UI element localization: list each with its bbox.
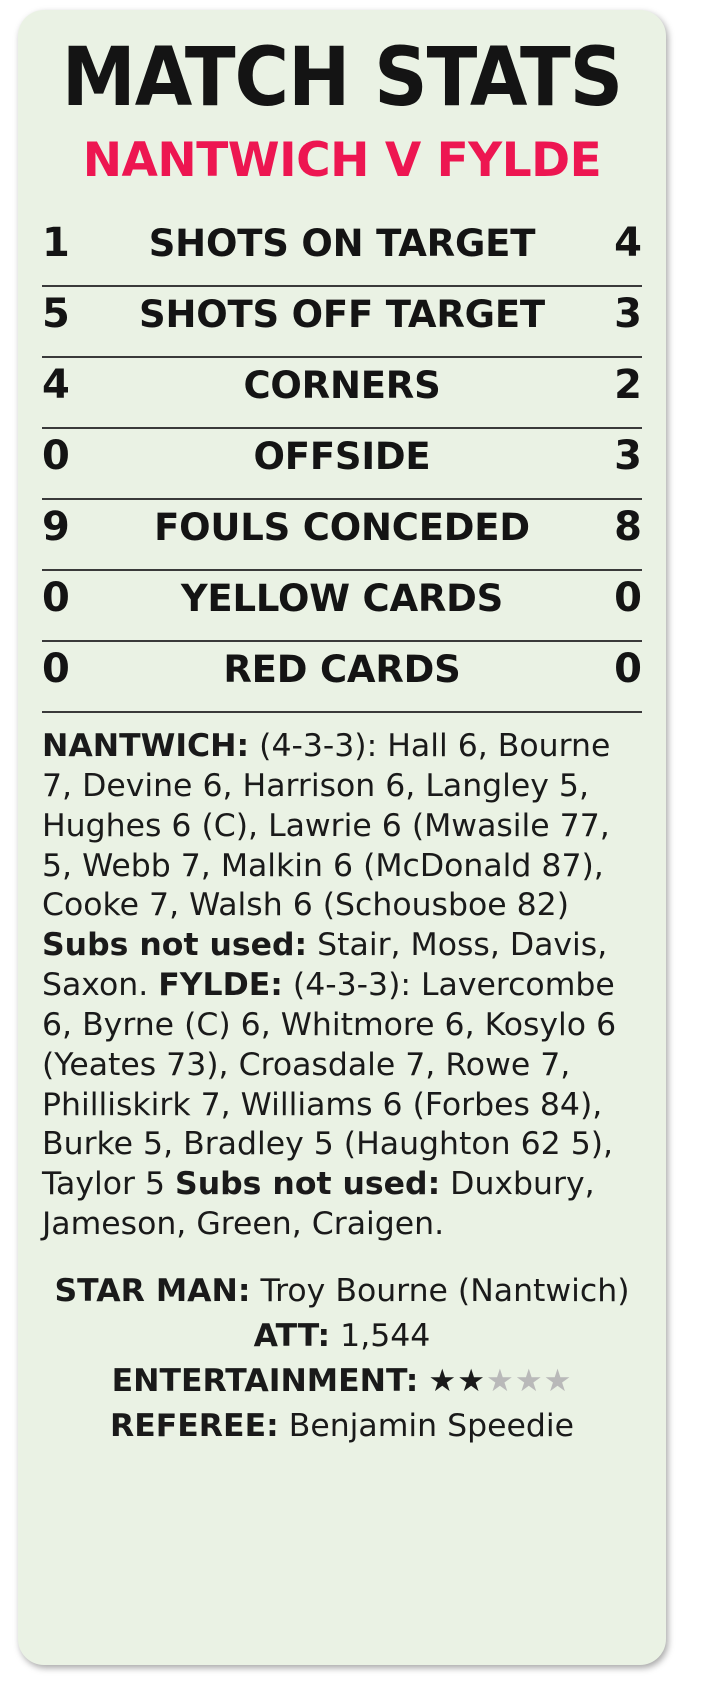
away-value: 2 — [614, 362, 642, 408]
table-row — [42, 642, 642, 713]
star-man-value: Troy Bourne (Nantwich) — [260, 1272, 630, 1309]
away-value: 4 — [614, 220, 642, 266]
entertainment-line — [42, 1361, 642, 1402]
star-man-line — [42, 1271, 642, 1312]
star-icon: ★ — [514, 1362, 544, 1399]
entertainment-label: ENTERTAINMENT: — [111, 1362, 419, 1399]
away-value: 3 — [614, 433, 642, 479]
page-title: MATCH STATS — [61, 31, 623, 125]
stat-label: YELLOW CARDS — [180, 577, 504, 620]
table-row — [42, 500, 642, 571]
home-value: 5 — [42, 291, 70, 337]
away-team-label: FYLDE: — [158, 967, 283, 1004]
lineups-paragraph — [42, 727, 642, 1245]
match-subtitle: NANTWICH V FYLDE — [82, 133, 602, 188]
away-value: 8 — [614, 504, 642, 550]
referee-label: REFEREE: — [109, 1407, 279, 1444]
stat-label: SHOTS OFF TARGET — [139, 293, 545, 336]
away-lineup-text: (4-3-3): Lavercombe 6, Byrne (C) 6, Whitmore 6, Kosylo 6 (Yeates 73), Croasdale 7, Rowe 7, Philliskirk 7, Williams 6 (Forbes 84), Burke 5, Bradley 5 (Haughton 62 5), Taylor 5 — [42, 967, 617, 1203]
home-subs-label: Subs not used: — [42, 927, 308, 964]
table-row — [42, 429, 642, 500]
star-man-label: STAR MAN: — [54, 1272, 251, 1309]
star-icon: ★ — [428, 1362, 458, 1399]
home-lineup-text: (4-3-3): Hall 6, Bourne 7, Devine 6, Harrison 6, Langley 5, Hughes 6 (C), Lawrie 6 (Mwasile 77, 5, Webb 7, Malkin 6 (McDonald 87), Cooke 7, Walsh 6 (Schousboe 82) — [42, 728, 611, 924]
home-value: 0 — [42, 575, 70, 621]
attendance-value: 1,544 — [340, 1317, 431, 1354]
table-row — [42, 287, 642, 358]
home-value: 4 — [42, 362, 70, 408]
referee-value: Benjamin Speedie — [288, 1407, 575, 1444]
away-value: 0 — [614, 646, 642, 692]
stats-table — [42, 216, 642, 713]
table-row — [42, 216, 642, 287]
table-row — [42, 571, 642, 642]
attendance-line — [42, 1316, 642, 1357]
star-icon: ★ — [543, 1362, 573, 1399]
home-value: 9 — [42, 504, 70, 550]
stat-label: FOULS CONCEDED — [154, 506, 530, 549]
away-subs-text: Duxbury, Jameson, Green, Craigen. — [42, 1166, 595, 1243]
stat-label: SHOTS ON TARGET — [148, 222, 536, 265]
home-value: 0 — [42, 433, 70, 479]
away-value: 3 — [614, 291, 642, 337]
star-icon: ★ — [457, 1362, 487, 1399]
home-subs-text: Stair, Moss, Davis, Saxon. — [42, 927, 608, 1004]
stat-label: OFFSIDE — [253, 435, 431, 478]
away-subs-label: Subs not used: — [175, 1166, 441, 1203]
footer-block — [42, 1271, 642, 1447]
home-value: 1 — [42, 220, 70, 266]
entertainment-stars-rating — [428, 1363, 572, 1399]
stat-label: RED CARDS — [223, 648, 461, 691]
match-stats-card — [18, 10, 666, 1665]
home-team-label: NANTWICH: — [42, 728, 250, 764]
star-icon: ★ — [486, 1362, 515, 1399]
away-value: 0 — [614, 575, 642, 621]
home-value: 0 — [42, 646, 70, 692]
referee-line — [42, 1406, 642, 1447]
stat-label: CORNERS — [243, 364, 441, 407]
table-row — [42, 358, 642, 429]
attendance-label: ATT: — [253, 1317, 331, 1354]
